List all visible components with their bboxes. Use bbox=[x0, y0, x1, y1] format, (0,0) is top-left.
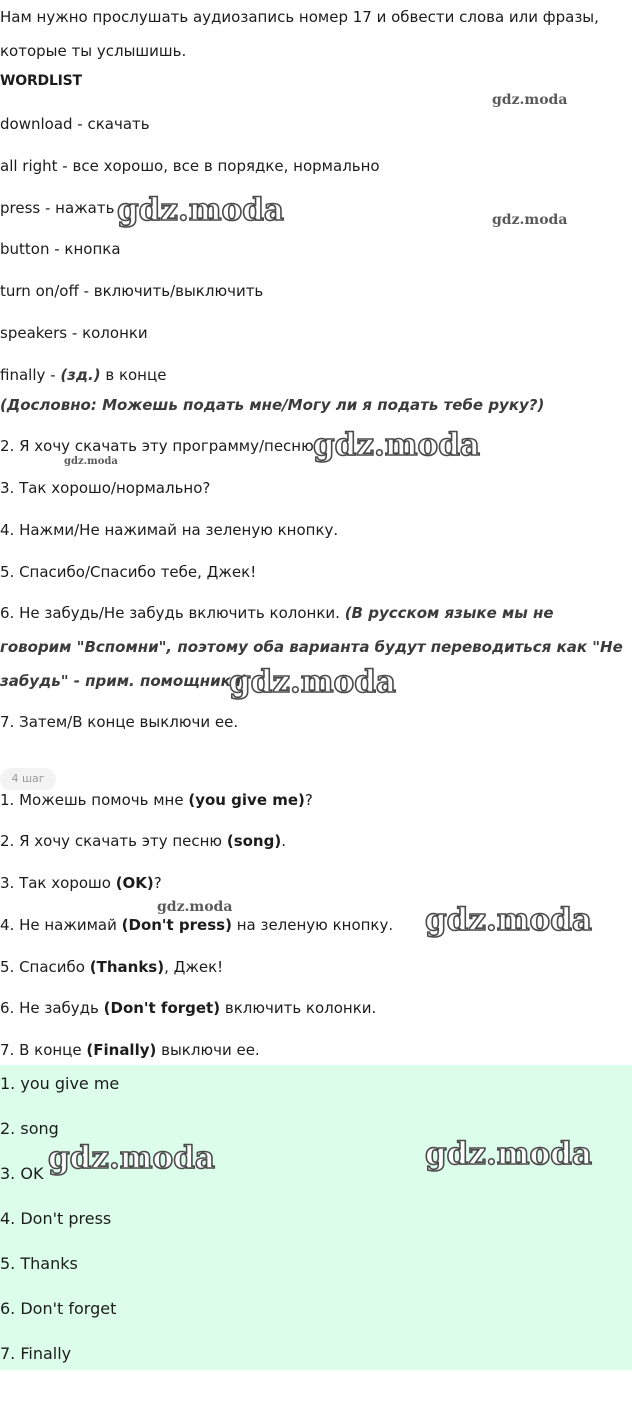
watermark: gdz.moda bbox=[117, 192, 284, 228]
wordlist-item: speakers - колонки bbox=[0, 324, 148, 342]
translation-item: 2. Я хочу скачать эту программу/песню. bbox=[0, 437, 319, 455]
watermark: gdz.moda bbox=[425, 1136, 592, 1172]
answer-item: 3. OK bbox=[0, 1164, 44, 1183]
step4-text: включить колонки. bbox=[220, 999, 377, 1017]
watermark: gdz.moda bbox=[425, 902, 592, 938]
step4-answer: (song) bbox=[226, 832, 282, 850]
step4-item bbox=[0, 873, 162, 893]
answer-item: 7. Finally bbox=[0, 1344, 72, 1363]
step4-text: . bbox=[281, 832, 286, 850]
wordlist-item: button - кнопка bbox=[0, 240, 121, 258]
translation-item: 7. Затем/В конце выключи ее. bbox=[0, 713, 239, 731]
wordlist-heading: WORDLIST bbox=[0, 73, 82, 89]
step4-item bbox=[0, 915, 393, 935]
item6-text: 6. Не забудь/Не забудь включить колонки. bbox=[0, 604, 345, 622]
step4-item bbox=[0, 831, 286, 851]
finally-note: (зд.) bbox=[60, 366, 101, 384]
translation-item: 3. Так хорошо/нормально? bbox=[0, 479, 211, 497]
finally-word: finally - bbox=[0, 366, 61, 384]
answer-item: 1. you give me bbox=[0, 1074, 120, 1093]
wordlist-item-finally bbox=[0, 365, 166, 385]
finally-rest: в конце bbox=[100, 366, 167, 384]
translation-item: 5. Спасибо/Спасибо тебе, Джек! bbox=[0, 563, 257, 581]
watermark: gdz.moda bbox=[157, 899, 233, 915]
step4-answer: (Thanks) bbox=[89, 958, 165, 976]
step4-text: 1. Можешь помочь мне bbox=[0, 791, 189, 809]
step4-text: ? bbox=[153, 874, 162, 892]
literal-note: (Дословно: Можешь подать мне/Могу ли я подать тебе руку?) bbox=[0, 396, 545, 414]
answer-item: 2. song bbox=[0, 1119, 59, 1138]
step4-item bbox=[0, 1040, 260, 1060]
step4-item bbox=[0, 998, 376, 1018]
step-badge: 4 шаг bbox=[0, 768, 56, 790]
wordlist-item: all right - все хорошо, все в порядке, нормально bbox=[0, 157, 380, 175]
step4-item bbox=[0, 790, 313, 810]
step4-text: 5. Спасибо bbox=[0, 958, 90, 976]
step4-answer: (Don't forget) bbox=[103, 999, 221, 1017]
answer-item: 4. Don't press bbox=[0, 1209, 112, 1228]
step4-text: выключи ее. bbox=[156, 1041, 260, 1059]
item6-note: (В русском языке мы не говорим "Вспомни", поэтому оба варианта будут переводиться как "Не забудь" - прим. помощника) bbox=[0, 604, 623, 690]
step4-text: 6. Не забудь bbox=[0, 999, 104, 1017]
step4-answer: (Finally) bbox=[86, 1041, 157, 1059]
step4-answer: (Don't press) bbox=[121, 916, 232, 934]
answer-block bbox=[0, 1065, 632, 1370]
step4-text: , Джек! bbox=[164, 958, 224, 976]
step4-item bbox=[0, 957, 223, 977]
watermark: gdz.moda bbox=[229, 664, 396, 700]
answer-item: 6. Don't forget bbox=[0, 1299, 117, 1318]
watermark: gdz.moda bbox=[48, 1140, 215, 1176]
step4-text: 2. Я хочу скачать эту песню bbox=[0, 832, 227, 850]
answer-item: 5. Thanks bbox=[0, 1254, 78, 1273]
step4-answer: (OK) bbox=[115, 874, 154, 892]
step4-answer: (you give me) bbox=[188, 791, 305, 809]
watermark: gdz.moda bbox=[64, 456, 118, 467]
step4-text: 7. В конце bbox=[0, 1041, 87, 1059]
wordlist-item: press - нажать bbox=[0, 199, 115, 217]
translation-item: 4. Нажми/Не нажимай на зеленую кнопку. bbox=[0, 521, 339, 539]
watermark: gdz.moda bbox=[313, 427, 480, 463]
watermark: gdz.moda bbox=[492, 212, 568, 228]
step4-text: на зеленую кнопку. bbox=[231, 916, 394, 934]
step4-text: ? bbox=[304, 791, 313, 809]
step4-text: 3. Так хорошо bbox=[0, 874, 116, 892]
wordlist-item: download - скачать bbox=[0, 115, 150, 133]
wordlist-item: turn on/off - включить/выключить bbox=[0, 282, 264, 300]
step4-text: 4. Не нажимай bbox=[0, 916, 122, 934]
intro-text: Нам нужно прослушать аудиозапись номер 17 и обвести слова или фразы, которые ты услышишь. bbox=[0, 8, 599, 60]
watermark: gdz.moda bbox=[492, 92, 568, 108]
